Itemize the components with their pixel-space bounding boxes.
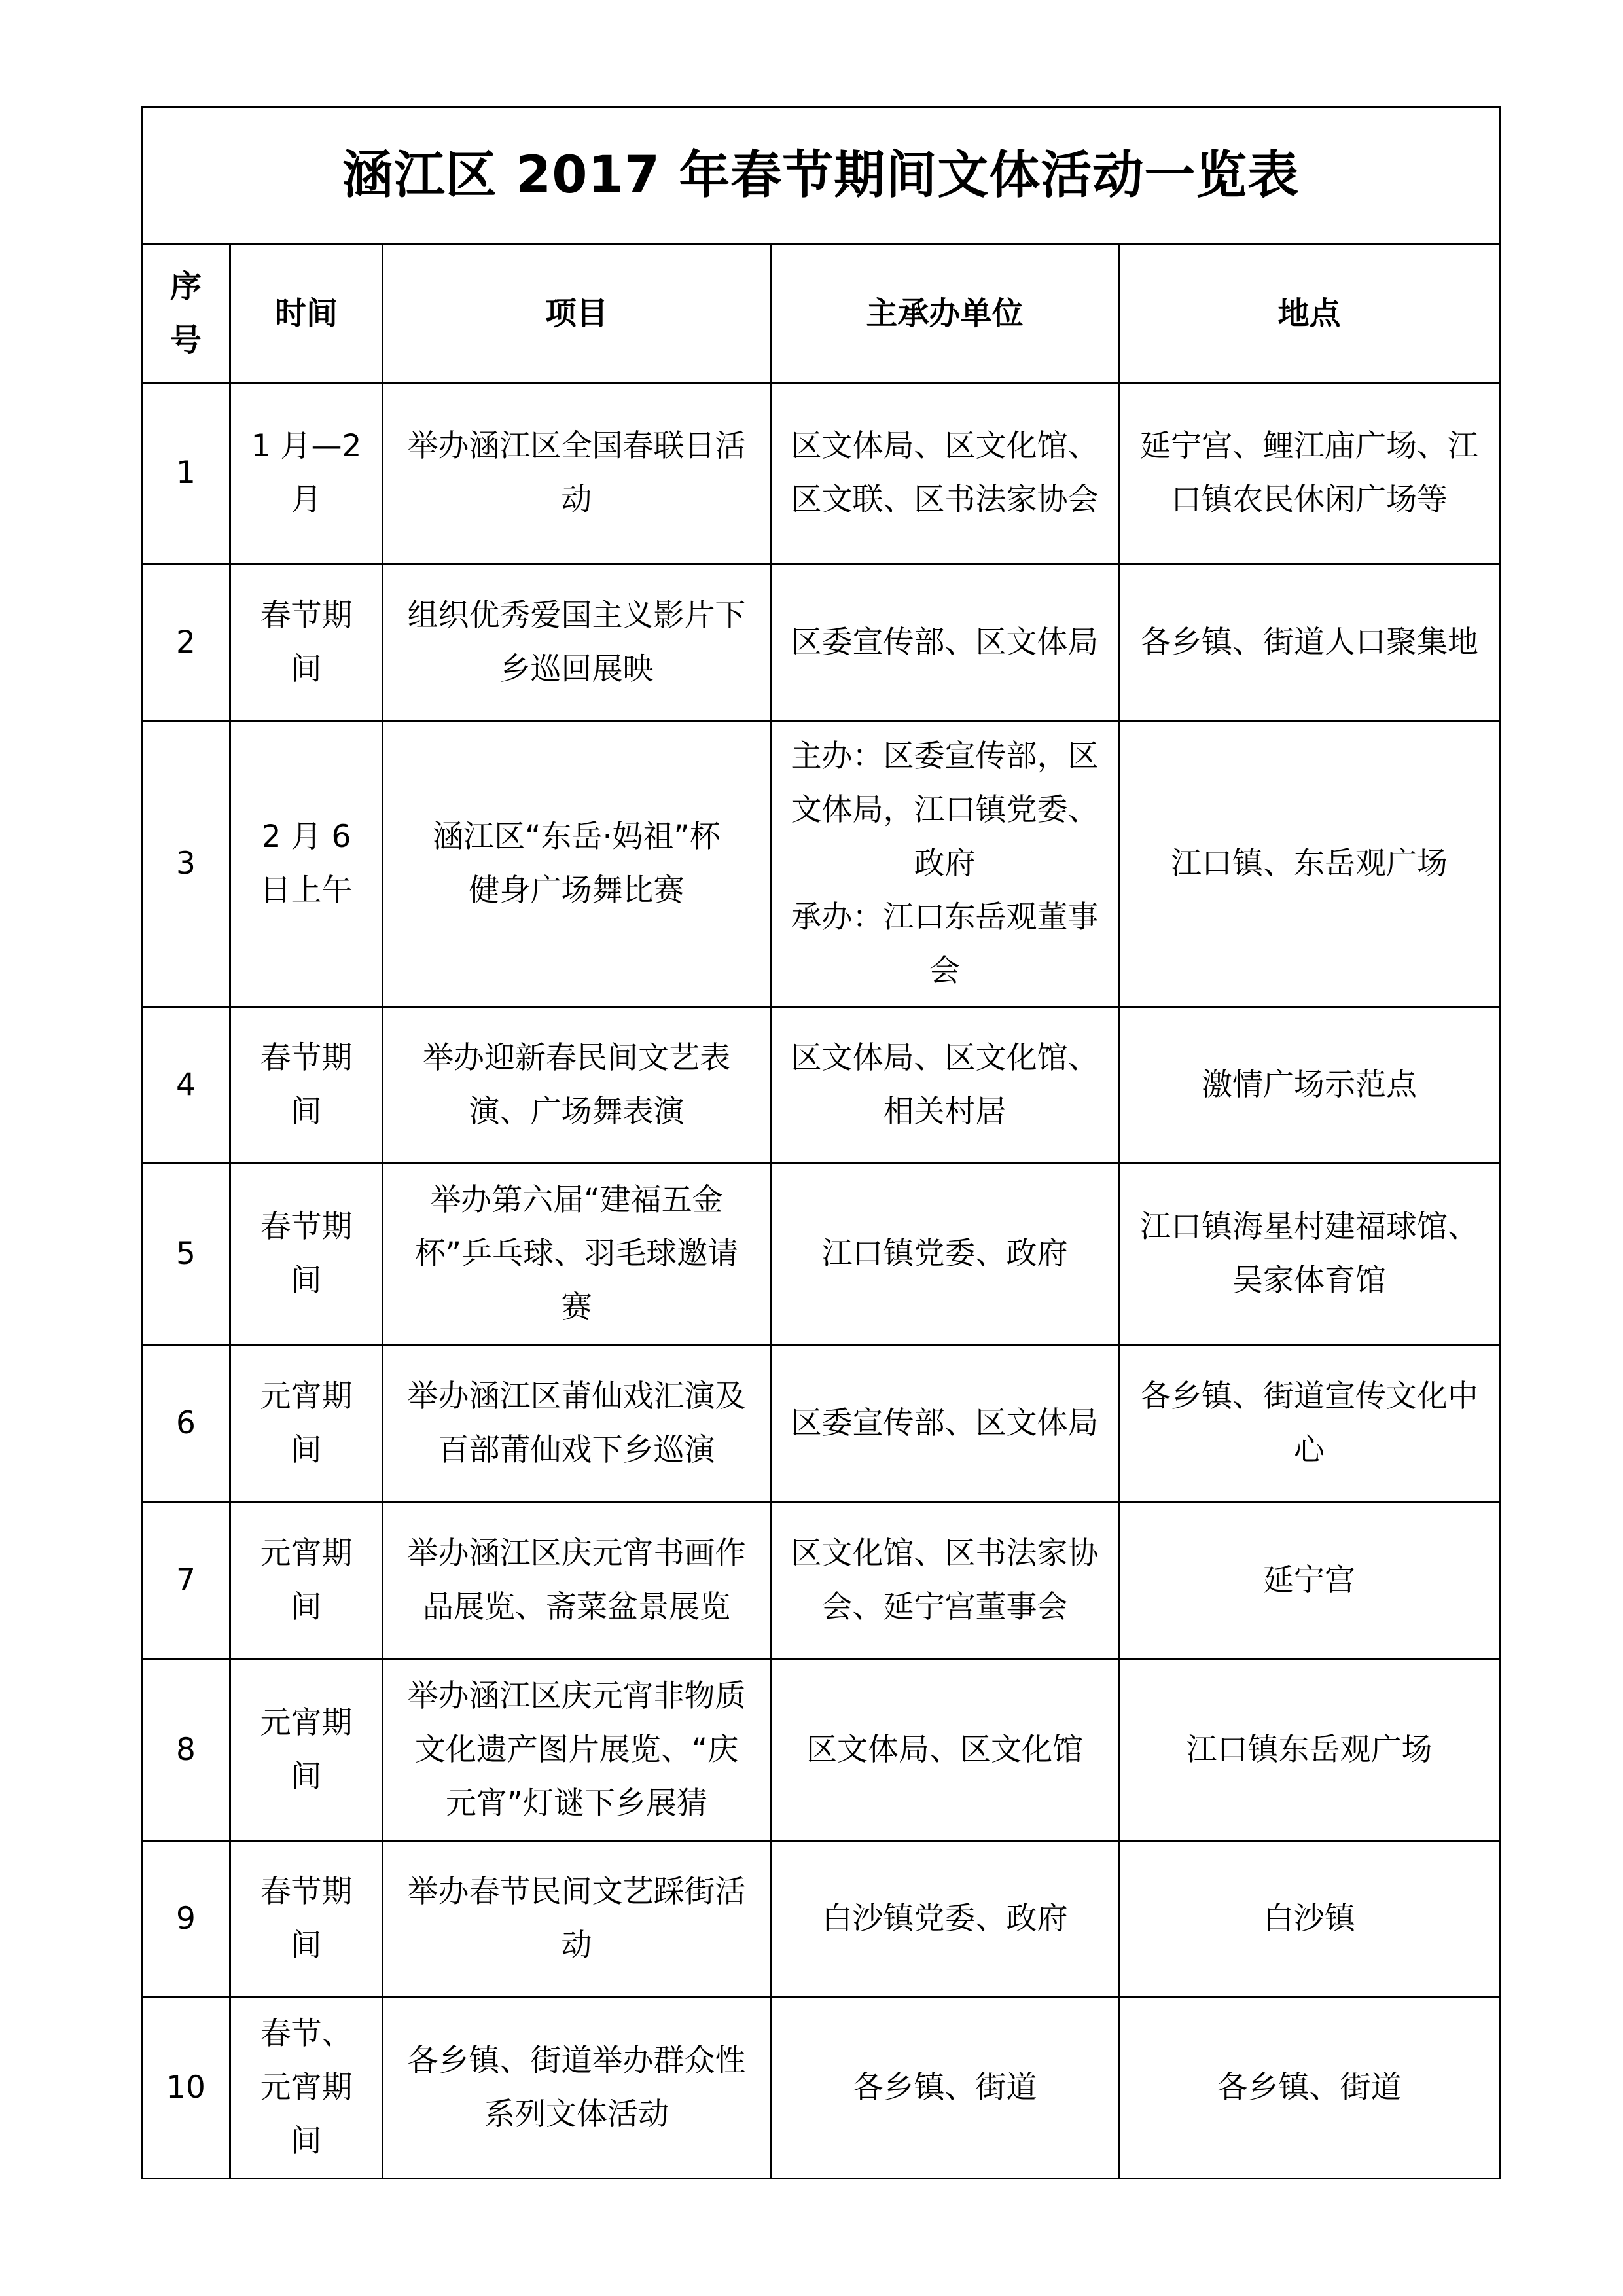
table-row [142, 1164, 1500, 1345]
header-place: 地点 [1119, 244, 1500, 383]
cell-time: 元宵期间 [230, 1502, 383, 1659]
cell-time: 2 月 6 日上午 [230, 721, 383, 1007]
activities-table [141, 106, 1501, 2179]
title-row [142, 107, 1500, 244]
cell-item: 举办涵江区全国春联日活动 [383, 383, 771, 564]
cell-item: 举办涵江区庆元宵书画作品展览、斋菜盆景展览 [383, 1502, 771, 1659]
table-row [142, 1007, 1500, 1164]
cell-place: 白沙镇 [1119, 1841, 1500, 1998]
table-row [142, 721, 1500, 1007]
cell-org: 区委宣传部、区文体局 [771, 564, 1119, 721]
cell-item: 各乡镇、街道举办群众性系列文体活动 [383, 1998, 771, 2179]
cell-no: 9 [142, 1841, 230, 1998]
cell-time: 春节期间 [230, 1007, 383, 1164]
table-row [142, 1345, 1500, 1502]
cell-no: 3 [142, 721, 230, 1007]
table-row [142, 564, 1500, 721]
cell-time: 春节期间 [230, 1164, 383, 1345]
header-row [142, 244, 1500, 383]
header-no [142, 244, 230, 383]
cell-org: 江口镇党委、政府 [771, 1164, 1119, 1345]
cell-no: 8 [142, 1659, 230, 1841]
cell-place: 各乡镇、街道 [1119, 1998, 1500, 2179]
cell-time: 春节期间 [230, 1841, 383, 1998]
cell-org: 区委宣传部、区文体局 [771, 1345, 1119, 1502]
header-no-line1: 序 [169, 268, 202, 305]
cell-org-organizer: 承办：江口东岳观董事会 [791, 899, 1099, 989]
cell-no: 4 [142, 1007, 230, 1164]
cell-org: 区文体局、区文化馆 [771, 1659, 1119, 1841]
cell-time: 元宵期间 [230, 1345, 383, 1502]
cell-place: 江口镇东岳观广场 [1119, 1659, 1500, 1841]
header-time: 时间 [230, 244, 383, 383]
header-item: 项目 [383, 244, 771, 383]
table-row [142, 383, 1500, 564]
cell-time: 春节期间 [230, 564, 383, 721]
cell-item: 举办第六届“建福五金杯”乒乓球、羽毛球邀请赛 [383, 1164, 771, 1345]
cell-org: 白沙镇党委、政府 [771, 1841, 1119, 1998]
cell-org: 各乡镇、街道 [771, 1998, 1119, 2179]
cell-item-line1: 涵江区“东岳·妈祖”杯 [433, 819, 721, 855]
cell-no: 5 [142, 1164, 230, 1345]
cell-no: 2 [142, 564, 230, 721]
cell-item: 组织优秀爱国主义影片下乡巡回展映 [383, 564, 771, 721]
cell-item: 举办春节民间文艺踩街活动 [383, 1841, 771, 1998]
header-no-line2: 号 [169, 321, 202, 359]
cell-no: 6 [142, 1345, 230, 1502]
cell-no: 10 [142, 1998, 230, 2179]
table-title: 涵江区 2017 年春节期间文体活动一览表 [142, 107, 1500, 244]
cell-item-line2: 健身广场舞比赛 [469, 872, 685, 908]
cell-org [771, 721, 1119, 1007]
cell-place: 各乡镇、街道宣传文化中心 [1119, 1345, 1500, 1502]
cell-no: 1 [142, 383, 230, 564]
cell-place: 延宁宫 [1119, 1502, 1500, 1659]
cell-place: 各乡镇、街道人口聚集地 [1119, 564, 1500, 721]
cell-no: 7 [142, 1502, 230, 1659]
cell-org: 区文体局、区文化馆、相关村居 [771, 1007, 1119, 1164]
cell-item: 举办迎新春民间文艺表演、广场舞表演 [383, 1007, 771, 1164]
table-row [142, 1502, 1500, 1659]
cell-item [383, 721, 771, 1007]
cell-org: 区文体局、区文化馆、区文联、区书法家协会 [771, 383, 1119, 564]
cell-place: 江口镇、东岳观广场 [1119, 721, 1500, 1007]
header-org: 主承办单位 [771, 244, 1119, 383]
table-row [142, 1841, 1500, 1998]
cell-place: 激情广场示范点 [1119, 1007, 1500, 1164]
cell-org: 区文化馆、区书法家协会、延宁宫董事会 [771, 1502, 1119, 1659]
cell-time: 1 月—2 月 [230, 383, 383, 564]
table-row [142, 1659, 1500, 1841]
cell-time: 元宵期间 [230, 1659, 383, 1841]
cell-place: 江口镇海星村建福球馆、吴家体育馆 [1119, 1164, 1500, 1345]
cell-place: 延宁宫、鲤江庙广场、江口镇农民休闲广场等 [1119, 383, 1500, 564]
cell-time: 春节、元宵期间 [230, 1998, 383, 2179]
cell-item: 举办涵江区庆元宵非物质文化遗产图片展览、“庆元宵”灯谜下乡展猜 [383, 1659, 771, 1841]
table-row [142, 1998, 1500, 2179]
cell-org-host: 主办：区委宣传部，区文体局，江口镇党委、政府 [791, 738, 1099, 882]
cell-item: 举办涵江区莆仙戏汇演及百部莆仙戏下乡巡演 [383, 1345, 771, 1502]
